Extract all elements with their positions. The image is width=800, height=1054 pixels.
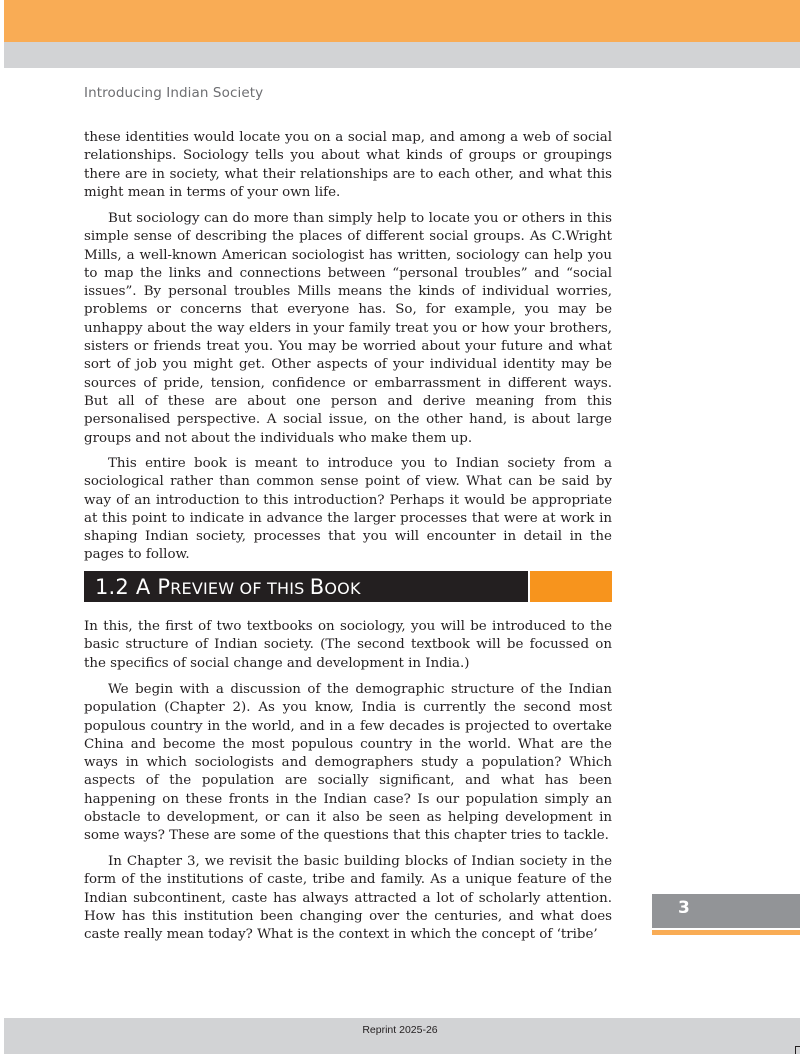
section-heading [95,573,361,603]
page-number: 3 [678,898,690,918]
paragraph-4: In this, the first of two textbooks on sociology, you will be introduced to the basic structure of Indian society. (The second textbook will be focussed on the specifics of social change and development in India.) [84,619,612,671]
paragraph-6: In Chapter 3, we revisit the basic building blocks of Indian society in the form of the institutions of caste, tribe and family. As a unique feature of the Indian subcontinent, caste has always attracted a lot of scholarly attention. How has this institution been changing over the centuries, and what does caste really mean today? What is the context in which the concept of ‘tribe’ [84,854,612,943]
reprint-note: Reprint 2025-26 [362,1024,438,1036]
paragraph-5: We begin with a discussion of the demographic structure of the Indian population (Chapter 2). As you know, India is currently the second most populous country in the world, and in a few decades is projected to overtake China and become the most populous country in the world. What are the ways in which sociologists and demographers study a population? Which aspects of the population are socially significant, and what has been happening on these fronts in the Indian case? Is our population simply an obstacle to development, or can it also be seen as helping development in some ways? These are some of the questions that this chapter tries to tackle. [84,682,612,844]
paragraph-3: This entire book is meant to introduce you to Indian society from a sociological rather than common sense point of view. What can be said by way of an introduction to this introduction? Perhaps it would be appropriate at this point to indicate in advance the larger processes that were at work in shaping Indian society, processes that you will encounter in detail in the pages to follow. [84,456,612,563]
section-number: 1.2 [95,575,129,599]
section-heading-accent [530,571,612,602]
paragraph-1: these identities would locate you on a social map, and among a web of social relationships. Sociology tells you about what kinds of groups or groupings there are in society, what their relationships are to each other, and what this might mean in terms of your own life. [84,130,612,200]
header-gray-band [4,42,800,68]
page-number-underline [652,930,800,935]
section-title-2: P [157,575,171,599]
running-title: Introducing Indian Society [84,85,264,101]
page-number-box [652,894,800,928]
crop-mark [795,1046,800,1054]
paragraph-2: But sociology can do more than simply help to locate you or others in this simple sense of describing the places of different social groups. As C.Wright Mills, a well-known American sociologist has written, sociology can help you to map the links and connections between “personal troubles” and “social issues”. By personal troubles Mills means the kinds of individual worries, problems or concerns that everyone has. So, for example, you may be unhappy about the way elders in your family treat you or how your brothers, sisters or friends treat you. You may be worried about your future and what sort of job you might get. Other aspects of your individual identity may be sources of pride, tension, confidence or embarrassment in different ways. But all of these are about one person and derive meaning from this personalised perspective. A social issue, on the other hand, is about large groups and not about the individuals who make them up. [84,211,612,446]
section-title-5: B [309,575,325,599]
section-title-4: OF THIS [239,579,310,598]
header-orange-band [4,0,800,42]
section-title-3: REVIEW [170,579,240,598]
section-title-6: OOK [324,579,361,598]
section-title-1: A [135,575,158,599]
